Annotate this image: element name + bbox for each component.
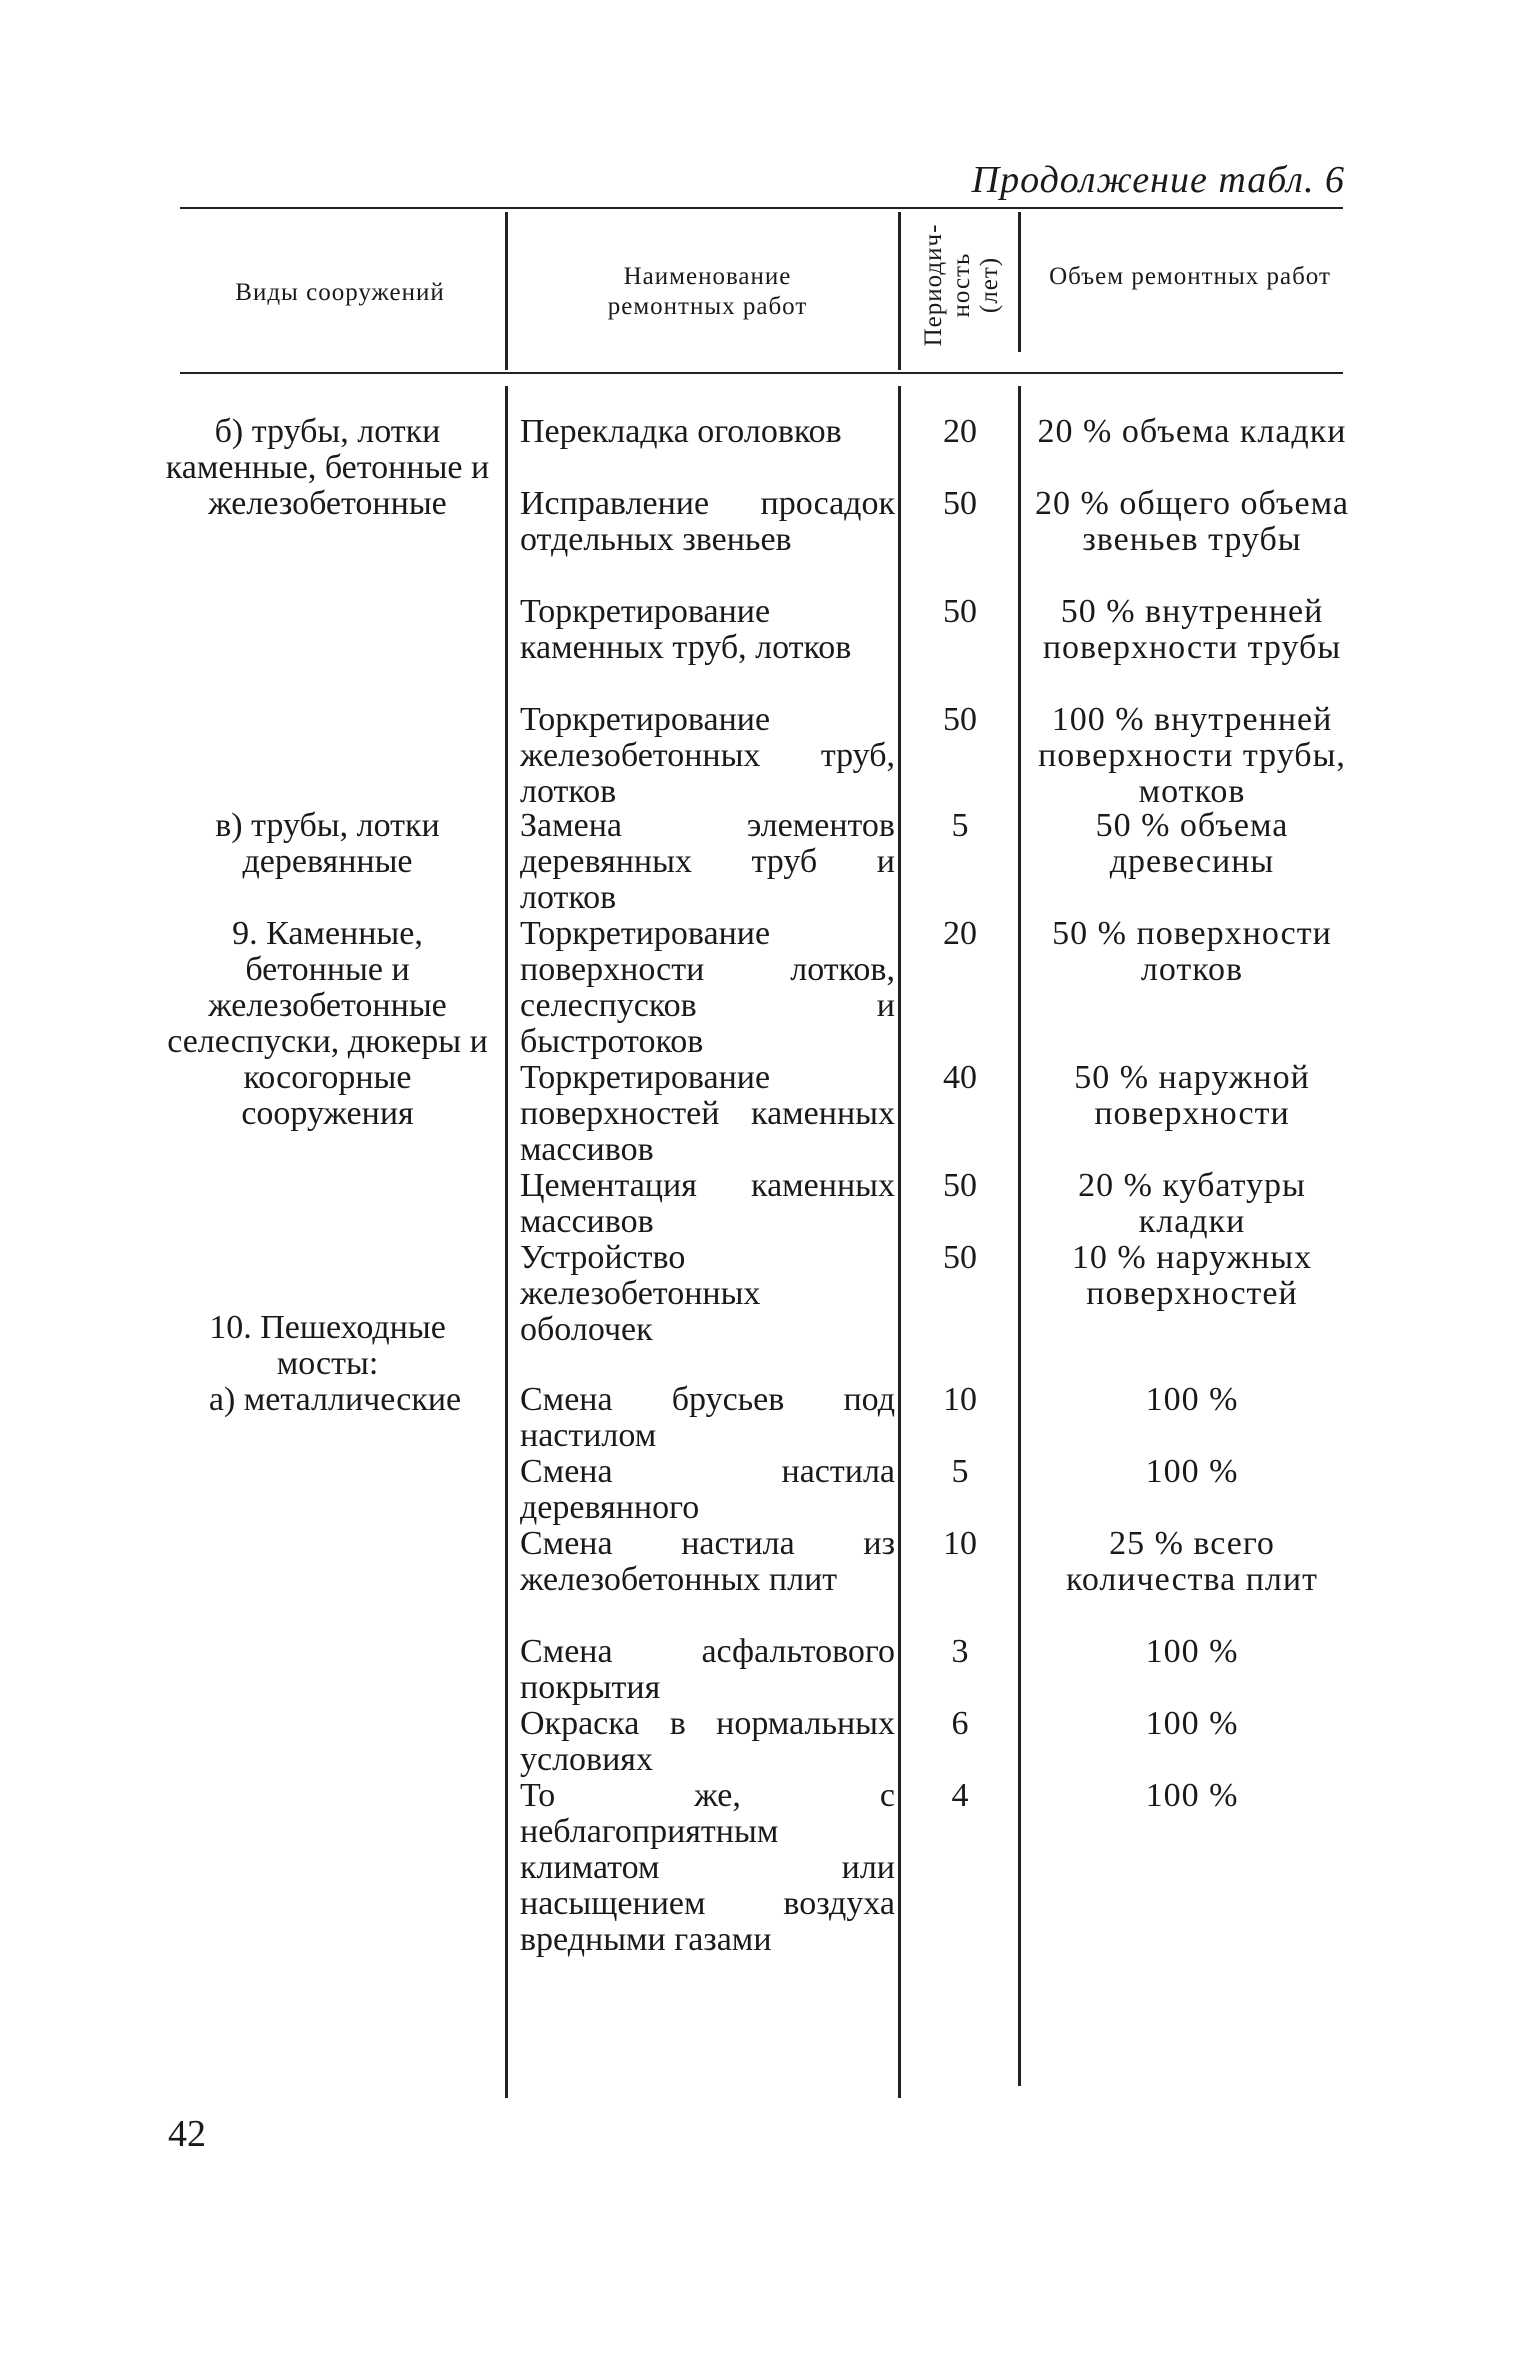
- table-row-volume: 100 %: [1145, 1777, 1239, 1814]
- table-row-work: Исправление просадок отдельных звеньев: [520, 485, 895, 558]
- table-row-work: Смена настила деревянного: [520, 1453, 895, 1526]
- table-row-work: То же, с неблагоприятным климатом или насыщением воздуха вредными газами: [520, 1777, 895, 1958]
- table-row-work: Смена брусьев под настилом: [520, 1381, 895, 1454]
- table-row-volume: 50 % внутренней поверхности трубы: [1042, 593, 1342, 666]
- table-row-period: 3: [951, 1633, 969, 1670]
- header-repair-volume: Объем ремонтных работ: [1049, 263, 1331, 290]
- table-row-work: Замена элементов деревянных труб и лотков: [520, 807, 895, 916]
- table-row-volume: 50 % объема древесины: [1095, 807, 1289, 880]
- table-row-work: Смена настила из железобетонных плит: [520, 1525, 895, 1598]
- column-divider-1: [505, 212, 508, 370]
- header-periodicity: [902, 210, 1022, 360]
- table-row-work: Торкретирование железобетонных труб, лотков: [520, 701, 895, 810]
- table-row-work: Перекладка оголовков: [520, 413, 842, 450]
- structure-type-10a: а) металлические: [208, 1381, 462, 1418]
- header-bottom-rule: [180, 372, 1343, 374]
- structure-type-v: в) трубы, лотки деревянные: [215, 807, 440, 880]
- structure-type-9: 9. Каменные, бетонные и железобетонные селеспуски, дюкеры и косогорные сооружения: [167, 915, 488, 1132]
- table-row-work: Окраска в нормальных условиях: [520, 1705, 895, 1778]
- page-number: 42: [168, 2113, 206, 2155]
- table-row-volume: 20 % кубатуры кладки: [1078, 1167, 1306, 1240]
- table-row-period: 20: [943, 413, 977, 450]
- table-row-period: 10: [943, 1381, 977, 1418]
- column-divider-2-body: [898, 386, 901, 2098]
- table-row-volume: 100 %: [1145, 1705, 1239, 1742]
- table-row-period: 4: [951, 1777, 969, 1814]
- table-row-volume: 20 % общего объема звеньев трубы: [1035, 485, 1349, 558]
- table-row-volume: 100 %: [1145, 1633, 1239, 1670]
- column-divider-1-body: [505, 386, 508, 2098]
- table-row-period: 50: [943, 701, 977, 738]
- table-row-work: Торкретирование каменных труб, лотков: [520, 593, 852, 666]
- header-periodicity-label: [920, 224, 1004, 347]
- table-top-rule: [180, 207, 1343, 209]
- table-row-volume: 100 %: [1145, 1381, 1239, 1418]
- header-work-name: Наименование ремонтных работ: [607, 263, 808, 320]
- table-row-period: 50: [943, 485, 977, 522]
- table-row-volume: 25 % всего количества плит: [1066, 1525, 1318, 1598]
- structure-type-b: б) трубы, лотки каменные, бетонные и железобетонные: [165, 413, 490, 522]
- table-row-period: 40: [943, 1059, 977, 1096]
- table-row-period: 5: [951, 1453, 969, 1490]
- table-row-period: 50: [943, 1239, 977, 1276]
- table-row-volume: 100 % внутренней поверхности трубы, мотков: [1038, 701, 1346, 810]
- table-row-period: 20: [943, 915, 977, 952]
- table-row-period: 50: [943, 1167, 977, 1204]
- table-row-period: 6: [951, 1705, 969, 1742]
- table-row-period: 50: [943, 593, 977, 630]
- structure-type-10: 10. Пешеходные мосты:: [209, 1309, 446, 1382]
- header-periodicity-text: Периодич- ность (лет): [920, 223, 1003, 347]
- table-row-volume: 50 % наружной поверхности: [1074, 1059, 1310, 1132]
- table-row-volume: 50 % поверхности лотков: [1052, 915, 1332, 988]
- column-divider-2: [898, 212, 901, 370]
- table-row-work: Торкретирование поверхностей каменных массивов: [520, 1059, 895, 1168]
- table-row-volume: 100 %: [1145, 1453, 1239, 1490]
- table-row-volume: 10 % наружных поверхностей: [1071, 1239, 1313, 1312]
- table-row-period: 5: [951, 807, 969, 844]
- table-row-period: 10: [943, 1525, 977, 1562]
- table-row-work: Смена асфальтового покрытия: [520, 1633, 895, 1706]
- table-row-work: Цементация каменных массивов: [520, 1167, 895, 1240]
- header-structure-type: Виды сооружений: [235, 279, 445, 306]
- table-row-work: Устройство железобетонных оболочек: [520, 1239, 761, 1348]
- column-divider-3-body: [1018, 386, 1021, 2086]
- table-row-work: Торкретирование поверхности лотков, селеспусков и быстротоков: [520, 915, 895, 1060]
- table-row-volume: 20 % объема кладки: [1037, 413, 1347, 450]
- continuation-caption: Продолжение табл. 6: [971, 159, 1345, 201]
